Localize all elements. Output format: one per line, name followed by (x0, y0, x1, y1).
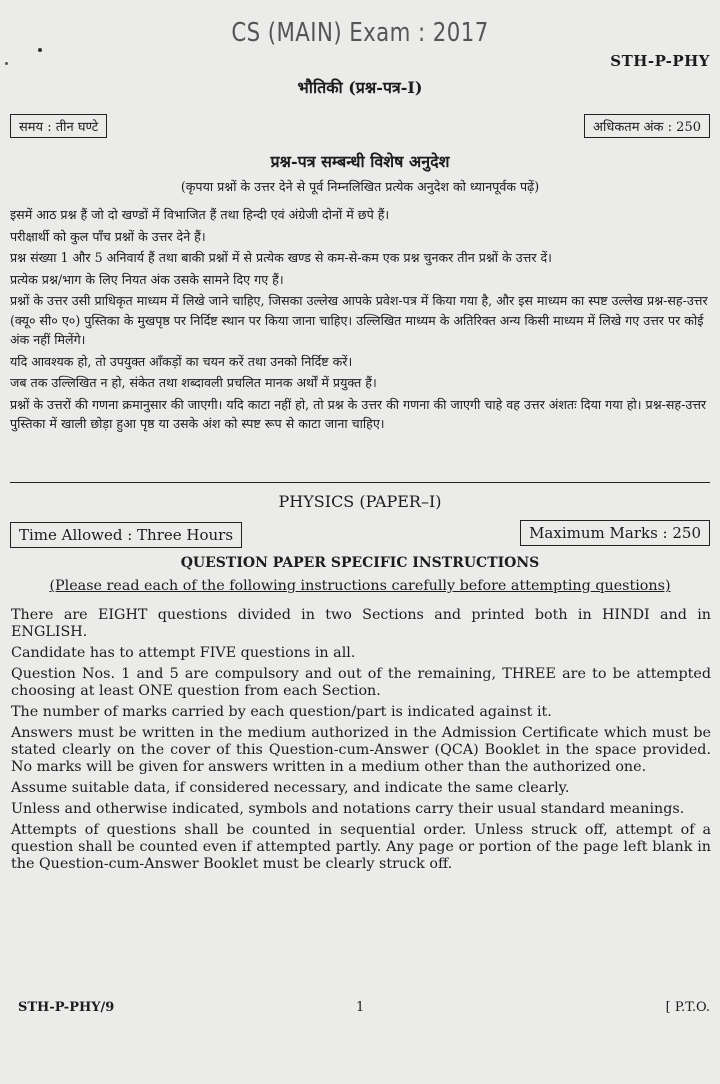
instruction-english: Question Nos. 1 and 5 are compulsory and out of the remaining, THREE are to be attempted choosing at least ONE question from each Section. (11, 666, 711, 699)
instruction-english: The number of marks carried by each question/part is indicated against it. (11, 704, 552, 720)
instruction-hindi: प्रत्येक प्रश्न/भाग के लिए नियत अंक उसके सामने दिए गए हैं। (10, 271, 284, 287)
instruction-hindi: जब तक उल्लिखित न हो, संकेत तथा शब्दावली प्रचलित मानक अर्थों में प्रयुक्त हैं। (10, 375, 377, 390)
section-divider (10, 482, 710, 483)
instructions-heading-english: QUESTION PAPER SPECIFIC INSTRUCTIONS (180, 555, 540, 571)
pto-marker: [ P.T.O. (665, 1000, 710, 1015)
instruction-english: There are EIGHT questions divided in two Sections and printed both in HINDI and in ENGLISH. (11, 607, 711, 640)
footer-paper-code: STH-P-PHY/9 (18, 1000, 115, 1015)
instruction-hindi: प्रश्नों के उत्तरों की गणना क्रमानुसार की जाएगी। यदि काटा नहीं हो, तो प्रश्न के उत्तर की गणना की जाएगी चाहे वह उत्तर अंशतः दिया गया हो। प्रश्न-सह-उत्तर पुस्तिका में खाली छोड़ा हुआ पृष्ठ या उसके अंश को स्पष्ट रूप से काटा जाना चाहिए। (10, 396, 707, 431)
instruction-hindi: प्रश्नों के उत्तर उसी प्राधिकृत माध्यम में लिखे जाने चाहिए, जिसका उल्लेख आपके प्रवेश-पत्र में किया गया है, और इस माध्यम का स्पष्ट उल्लेख प्रश्न-सह-उत्तर (क्यू० सी० ए०) पुस्तिका के मुखपृष्ठ पर निर्दिष्ट स्थान पर किया जाना चाहिए। उल्लिखित माध्यम के अतिरिक्त अन्य किसी माध्यम में लिखे गए उत्तर पर कोई अंक नहीं मिलेंगे। (10, 293, 708, 347)
instruction-english: Unless and otherwise indicated, symbols and notations carry their usual standard meanings. (11, 801, 685, 817)
instructions-heading-hindi: प्रश्न-पत्र सम्बन्धी विशेष अनुदेश (270, 152, 450, 171)
scan-speck (5, 62, 8, 65)
instruction-english: Assume suitable data, if considered necessary, and indicate the same clearly. (11, 780, 570, 796)
subject-title-hindi: भौतिकी (प्रश्न-पत्र-I) (297, 78, 423, 97)
instruction-hindi: प्रश्न संख्या 1 और 5 अनिवार्य हैं तथा बाकी प्रश्नों में से प्रत्येक खण्ड से कम-से-कम एक प्रश्न चुनकर तीन प्रश्नों के उत्तर दें। (10, 250, 552, 265)
paper-code: STH-P-PHY (610, 52, 710, 70)
marks-box-english: Maximum Marks : 250 (520, 520, 710, 546)
instruction-hindi: परीक्षार्थी को कुल पाँच प्रश्नों के उत्तर देने हैं। (10, 228, 206, 244)
instruction-english: Attempts of questions shall be counted in sequential order. Unless struck off, attempt of a question shall be counted even if attempted partly. Any page or portion of the page left blank in the Question-cum-Answer Booklet must be clearly struck off. (11, 822, 711, 872)
instructions-list-english (11, 607, 711, 877)
instructions-note-hindi: (कृपया प्रश्नों के उत्तर देने से पूर्व निम्नलिखित प्रत्येक अनुदेश को ध्यानपूर्वक पढ़ें) (180, 179, 540, 194)
instructions-note-english: (Please read each of the following instructions carefully before attempting questions) (49, 578, 671, 594)
scan-speck (38, 48, 42, 52)
time-box-english: Time Allowed : Three Hours (10, 522, 242, 548)
instruction-hindi: यदि आवश्यक हो, तो उपयुक्त आँकड़ों का चयन करें तथा उनको निर्दिष्ट करें। (10, 353, 353, 369)
instructions-list-hindi (10, 205, 710, 436)
page-number: 1 (356, 1000, 365, 1015)
handwritten-title: CS (MAIN) Exam : 2017 (231, 18, 489, 48)
subject-title-english: PHYSICS (PAPER–I) (278, 492, 442, 511)
time-box-hindi: समय : तीन घण्टे (10, 114, 107, 138)
instruction-english: Answers must be written in the medium authorized in the Admission Certificate which must be stated clearly on the cover of this Question-cum-Answer (QCA) Booklet in the space provided. No marks will be given for answers written in a medium other than the authorized one. (11, 725, 711, 775)
instruction-english: Candidate has to attempt FIVE questions in all. (11, 645, 356, 661)
instruction-hindi: इसमें आठ प्रश्न हैं जो दो खण्डों में विभाजित हैं तथा हिन्दी एवं अंग्रेजी दोनों में छपे हैं। (10, 207, 390, 222)
marks-box-hindi: अधिकतम अंक : 250 (584, 114, 710, 138)
